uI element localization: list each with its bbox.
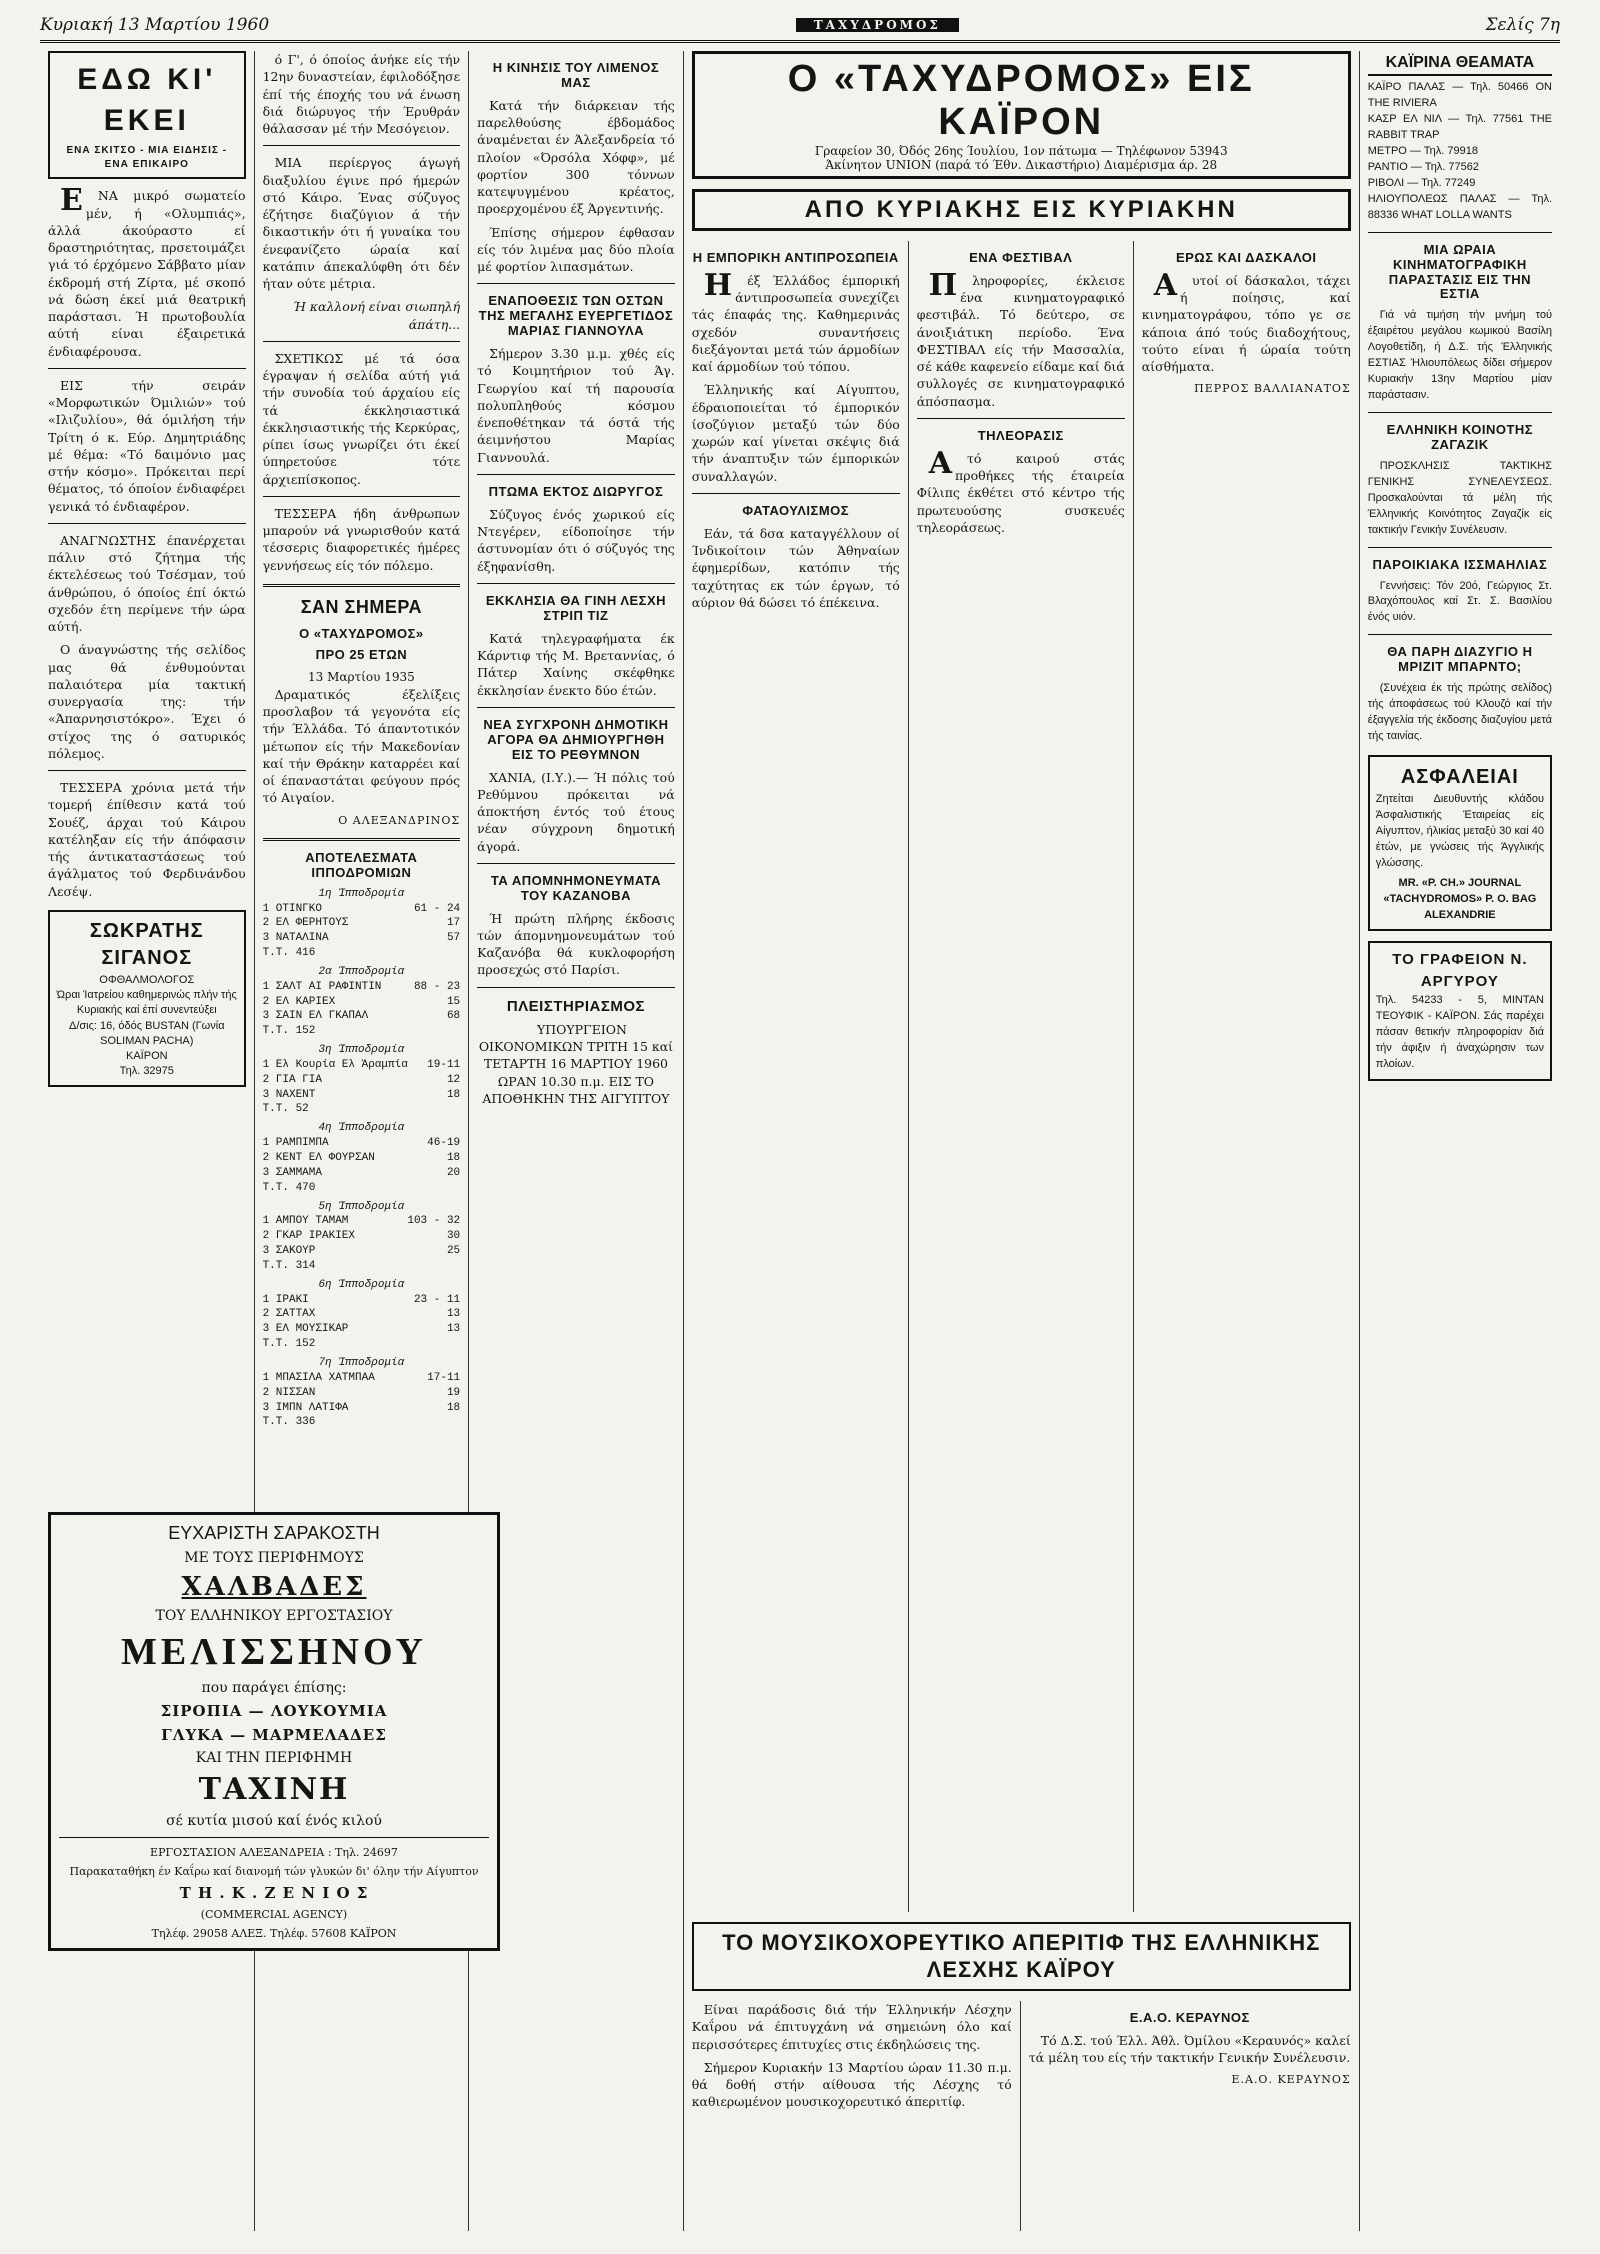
cinema-item: ΡΙΒΟΛΙ — Τηλ. 77249 (1367, 176, 1476, 189)
ad-line: ΜΕ ΤΟΥΣ ΠΕΡΙΦΗΜΟΥΣ (184, 1550, 364, 1566)
ad-brand: ΜΕΛΙΣΣΗΝΟΥ (121, 1631, 427, 1673)
results-title: ΑΠΟΤΕΛΕΣΜΑΤΑ ΙΠΠΟΔΡΟΜΙΩΝ (305, 849, 418, 880)
section-title: ΑΠΟ ΚΥΡΙΑΚΗΣ ΕΙΣ ΚΥΡΙΑΚΗΝ (692, 189, 1351, 231)
ad-line: ΓΛΥΚΑ — ΜΑΡΜΕΛΑΔΕΣ (161, 1726, 387, 1744)
headline: Η ΕΜΠΟΡΙΚΗ ΑΝΤΙΠΡΟΣΩΠΕΙΑ (692, 250, 899, 265)
article-paragraph: Σήμερον 3.30 μ.μ. χθές είς τό Κοιμητήριον τού Άγ. Γεωργίου καί τή παρουσία πολυπληθούς κόσμου ένεποθέτηκαν τά όστά τής άειμνήστου Μαρίας Γιαννουλά. (477, 346, 675, 465)
result-row (263, 1136, 461, 1151)
aperitif-col-1 (684, 2001, 1021, 2231)
headline: Ε.Α.Ο. ΚΕΡΑΥΝΟΣ (1129, 2010, 1250, 2025)
article-paragraph: Ή πρώτη πλήρης έκδοσις τών άπομνημονευμάτων τού Καζανόβα θά κυκλοφορήση προσεχώς στό Παρίσι. (477, 910, 675, 978)
result-row (263, 995, 461, 1010)
race-title: 6η Ίπποδρομία (318, 1278, 405, 1291)
center-block (684, 51, 1360, 2231)
column-7 (1360, 51, 1560, 2231)
article-paragraph: ΑΝΑΓΝΩΣΤΗΣ έπανέρχεται πάλιν στό ζήτημα τής έκτελέσεως τού Τσέσμαν, τού άνθρώπου, ό όποίος έπί όκτώ σχεδόν έτη περίμενε τήν ώρα αύτή. (48, 532, 246, 635)
headline: ΤΗΛΕΟΡΑΣΙΣ (977, 427, 1064, 443)
quote: Ή καλλονή είναι σιωπηλή άπάτη... (292, 299, 461, 332)
headline: ΕΛΛΗΝΙΚΗ ΚΟΙΝΟΤΗΣ ΖΑΓΑΖΙΚ (1386, 422, 1534, 452)
horse-name: 2 ΓΙΑ ΓΙΑ (262, 1073, 322, 1086)
cinema-item: ΚΑΪΡΟ ΠΑΛΑΣ — Τηλ. 50466 ON THE RIVIERA (1367, 81, 1553, 110)
ad-line: ΤΟΥ ΕΛΛΗΝΙΚΟΥ ΕΡΓΟΣΤΑΣΙΟΥ (155, 1608, 393, 1624)
result-row (263, 1151, 461, 1166)
payout: 25 (446, 1245, 461, 1258)
kyriaki-columns (684, 241, 1359, 1912)
san-simera-sub2: ΠΡΟ 25 ΕΤΩΝ (315, 647, 408, 663)
payout: 23 - 11 (413, 1293, 461, 1306)
headline: ΘΑ ΠΑΡΗ ΔΙΑΖΥΓΙΟ Η ΜΡΙΖΙΤ ΜΠΑΡΝΤΟ; (1387, 644, 1533, 675)
result-row (263, 1337, 461, 1352)
horse-name: 3 ΣΑΜΜΑΜΑ (262, 1166, 322, 1179)
horse-name: Τ.Τ. 336 (262, 1416, 316, 1429)
article-paragraph: Κατά τηλεγραφήματα έκ Κάρντιφ τής Μ. Βρεταννίας, ό Πάτερ Χαίνης σκέφθηκε έκκλησίαν ένεκτο δύο έτών. (477, 630, 675, 698)
ad-footer: Παρακαταθήκη έν Καΐρω καί διανομή τών γλυκών δι' όλην τήν Αίγυπτον (69, 1865, 479, 1878)
race-title: 7η Ίπποδρομία (318, 1356, 405, 1369)
payout: 30 (446, 1230, 461, 1243)
ad-city: ΚΑΪΡΟΝ (126, 1049, 168, 1062)
headline: ΦΑΤΑΟΥΛΙΣΜΟΣ (742, 502, 850, 518)
banner-title: Ο «ΤΑΧΥΔΡΟΜΟΣ» ΕΙΣ ΚΑΪΡΟΝ (787, 58, 1255, 143)
article-paragraph: Σύζυγος ένός χωρικού είς Ντεγέρεν, είδοποίησε τήν άστυνομίαν ότι ό σύζυγός της έξηφανίσθη. (477, 506, 675, 574)
horse-name: 1 ΑΜΠΟΥ ΤΑΜΑΜ (262, 1215, 349, 1228)
ad-address: Δ/σις: 16, όδός BUSTAN (Γωνία SOLIMAN PACHA) (68, 1019, 225, 1047)
article-paragraph: ό Γ', ό όποίος άνήκε είς τήν 12ην δυναστείαν, έφιλοδόξησε έπί τής έποχής του νά ένωση διά διώρυγος τήν Έρυθράν θάλασσαν μέ τήν Μεσόγειον. (262, 52, 461, 136)
horse-name: 1 ΣΑΛΤ ΑΙ ΡΑΦΙΝΤΙΝ (262, 980, 382, 993)
result-row (263, 931, 461, 946)
san-simera-sub1: Ο «ΤΑΧΥΔΡΟΜΟΣ» (299, 626, 424, 642)
headline: ΠΛΕΙΣΤΗΡΙΑΣΜΟΣ (506, 997, 646, 1015)
horse-name: 1 ΟΤΙΝΓΚΟ (262, 902, 322, 915)
cinema-item: ΜΕΤΡΟ — Τηλ. 79918 (1367, 144, 1478, 157)
section-title: ΕΔΩ ΚΙ' ΕΚΕΙ (77, 63, 217, 138)
cinema-item: ΡΑΝΤΙΟ — Τηλ. 77562 (1367, 160, 1480, 173)
issue-date: Κυριακή 13 Μαρτίου 1960 (40, 15, 270, 35)
payout: 18 (446, 1152, 461, 1164)
article-paragraph: Ατό καιρού στάς προθήκες τής έταιρεία Φίλιπς έκθέτει στό κέντρο τής πρωτευούσης συσκευές τηλεοράσεως. (916, 445, 1125, 535)
horse-name: 3 ΕΛ ΜΟΥΣΙΚΑΡ (262, 1323, 349, 1336)
article-paragraph: ΧΑΝΙΑ, (Ι.Υ.).— Ή πόλις τού Ρεθύμνου πρόκειται νά άποκτήση έντός τού έτους νέαν σύγχρονη δημοτική άγορά. (477, 769, 675, 854)
ad-footer: Τ Η . Κ . Ζ Ε Ν Ι Ο Σ (179, 1884, 369, 1902)
article-paragraph: Κατά τήν διάρκειαν τής παρελθούσης έβδομάδος άναμένεται έν Άλεξανδρεία τό πλοίον «Όρσόλα Χόφφ», μέ φορτίον 300 τόννων κατεψυγμένου κρέατος, προερχομένου έξ Άργεντινής. (477, 97, 675, 217)
payout: 13 (446, 1323, 461, 1336)
ad-footer: (COMMERCIAL AGENCY) (200, 1908, 348, 1921)
article-paragraph: Εάν, τά δσα καταγγέλλουν οί Ίνδικοίτοιν τών Άθηναίων έφημερίδων, κατόπιν τής ταχύτητας εκ τών έργων, τό αύριον θά δώσει τό έπέκεινα. (691, 525, 900, 610)
article-paragraph: Ηέξ Έλλάδος έμπορική άντιπροσωπεία συνεχίζει τάς έπαφάς της. Καθημερινάς σχεδόν συναντήσεις διεξάγονται μετά τών άρμοδίων καί άρμοδίων τού τόπου. (691, 267, 900, 375)
ad-line: που παράγει έπίσης: (201, 1680, 347, 1696)
article-paragraph: Δραματικός έξελίξεις προσλαβον τά γεγονότα είς τήν Έλλάδα. Τό άπαντοτικόν μέτωπον είς τήν Μακεδονίαν καί τήν Θράκην καταρρέει καί οί έπαναστάται φεύγουν πρός τό Αιγαίον. (262, 686, 461, 806)
banner-line: Άκίνητον UNION (παρά τό Έθν. Δικαστήριο) Διαμέρισμα άρ. 28 (825, 158, 1218, 172)
article-paragraph: Σήμερον Κυριακήν 13 Μαρτίου ώραν 11.30 π.μ. θά δοθή στήν αίθουσα τής Λέσχης τό καθιερωμένον μουσικοχορευτικό άπεριτίφ. (691, 2059, 1012, 2110)
payout: 13 (446, 1308, 461, 1321)
cinema-list (1368, 80, 1552, 223)
payout: 46-19 (427, 1137, 461, 1150)
article-paragraph: (Συνέχεια έκ τής πρώτης σελίδος) τής άποφάσεως τού Κλουζό καί τήν έξαγγελία τής έκδοσης διαζυγίου μετά τής ταινίας. (1367, 682, 1553, 742)
headline: ΠΑΡΟΙΚΙΑΚΑ ΙΣΣΜΑΗΛΙΑΣ (1372, 556, 1548, 572)
result-row (263, 1401, 461, 1416)
result-row (263, 1244, 461, 1259)
ad-line: ΚΑΙ ΤΗΝ ΠΕΡΙΦΗΜΗ (195, 1750, 353, 1766)
page-number: Σελίς 7η (1485, 15, 1560, 35)
headline: ΕΝΑΠΟΘΕΣΙΣ ΤΩΝ ΟΣΤΩΝ ΤΗΣ ΜΕΓΑΛΗΣ ΕΥΕΡΓΕΤΙΔΟΣ ΜΑΡΙΑΣ ΓΙΑΝΝΟΥΛΑ (478, 293, 674, 339)
column-6 (1134, 241, 1359, 1912)
headline: ΠΤΩΜΑ ΕΚΤΟΣ ΔΙΩΡΥΓΟΣ (488, 483, 664, 499)
san-simera-date: 13 Μαρτίου 1935 (307, 670, 415, 685)
result-row (263, 1102, 461, 1117)
headline: ΕΝΑ ΦΕΣΤΙΒΑΛ (969, 250, 1073, 265)
result-row (263, 1166, 461, 1181)
result-row (263, 1214, 461, 1229)
horse-name: Τ.Τ. 314 (262, 1259, 316, 1272)
article-paragraph: Αυτοί οί δάσκαλοι, τάχει ή ποίησις, καί κινηματογράφου, τόπο γε σε κάποια άπό τούς διαδοχήτους, τούτο είναι ή ώραία τούτη αίσθήματα. (1141, 267, 1351, 375)
horse-name: 1 Ελ Κουρία Ελ Άραμπία (262, 1058, 408, 1071)
article-paragraph: ΕΙΣ τήν σειράν «Μορφωτικών Όμιλιών» τού «Ιλιζυλίου», θά όμιλήση τήν Τρίτη ό κ. Εύρ. Δημητριάδης μέ θέμα: «Τό δαιμόνιο μας στήν κόσμο». Πρόκειται περί θέματος, τό όποίον ένδιαφέρει γενικά τό ένδιαφέρον. (48, 377, 246, 514)
ad-text: Ζητείται Διευθυντής κλάδου Άσφαλιστικής Έταιρείας είς Αίγυπτον, ήλικίας μεταξύ 30 καί 40 έτών, με γνώσεις τής Άγγλικής γλώσσης. (1375, 792, 1545, 869)
article-paragraph: ΣΧΕΤΙΚΩΣ μέ τά όσα έγραψαν ή σελίδα αύτή γιά τήν συνοδία τού άρχαίου είς τά έκκλησιαστικά έκκλησιαστικής τής Κερκύρας, ρίπει ίσως γνωρίζει ότι έκεί ύπηρετούσε τότε άρχιεπίσκοπος. (262, 350, 461, 487)
ad-phone: Τηλ. 32975 (119, 1065, 174, 1078)
horse-name: Τ.Τ. 416 (262, 947, 316, 960)
horse-name: 3 ΝΑΤΑΛΙΝΑ (262, 932, 329, 945)
horse-name: 3 ΙΜΠΝ ΛΑΤΙΦΑ (262, 1401, 349, 1414)
result-row (263, 1307, 461, 1322)
column-5 (909, 241, 1134, 1912)
payout: 18 (446, 1088, 461, 1101)
result-row (263, 1088, 461, 1103)
article-paragraph: ΠΡΟΣΚΛΗΣΙΣ ΤΑΚΤΙΚΗΣ ΓΕΝΙΚΗΣ ΣΥΝΕΛΕΥΣΕΩΣ. Προσκαλούνται τά μέλη τής Έλληνικής Κοινότητος Ζαγαζίκ είς τακτικήν Γενικήν Συνέλευσιν. (1367, 459, 1553, 536)
ad-text: Τηλ. 54233 - 5, ΜΙΝΤΑΝ ΤΕΟΥΦΙΚ - ΚΑΪΡΟΝ. Σάς παρέχει πάσαν θετικήν πληροφορίαν διά τήν άφιξιν ή άναχώρησιν των πλοίων. (1375, 993, 1545, 1070)
aperitif-col-2 (1021, 2001, 1359, 2231)
payout: 57 (446, 932, 461, 945)
horse-name: 2 ΣΑΤΤΑΧ (262, 1308, 316, 1321)
horse-name: Τ.Τ. 152 (262, 1025, 316, 1038)
race-title: 5η Ίπποδρομία (318, 1200, 405, 1213)
banner (692, 51, 1351, 179)
result-row (263, 1386, 461, 1401)
horse-name: 2 ΓΚΑΡ ΙΡΑΚΙΕΧ (262, 1230, 355, 1243)
horse-name: 2 ΕΛ ΚΑΡΙΕΧ (262, 995, 336, 1008)
payout: 61 - 24 (413, 902, 461, 915)
ad-role: ΟΦΘΑΛΜΟΛΟΓΟΣ (99, 974, 195, 987)
payout: 15 (446, 995, 461, 1008)
payout: 19-11 (427, 1058, 461, 1071)
san-simera-title: ΣΑΝ ΣΗΜΕΡΑ (300, 596, 422, 617)
aperitif-title: ΤΟ ΜΟΥΣΙΚΟΧΟΡΕΥΤΙΚΟ ΑΠΕΡΙΤΙΦ ΤΗΣ ΕΛΛΗΝΙΚΗΣ ΛΕΣΧΗΣ ΚΑΪΡΟΥ (722, 1930, 1321, 1982)
article-paragraph: Ο άναγνώστης τής σελίδος μας θά ένθυμούνται παλαιότερα μία τακτική συνεργασία της: τήν «Άπαρνησιστόκρο». Έχει ό στίχος της ό σατυρικός πόλεμος. (48, 642, 246, 761)
masthead: ΤΑΧΥΔΡΟΜΟΣ (796, 18, 959, 32)
headline: ΕΡΩΣ ΚΑΙ ΔΑΣΚΑΛΟΙ (1175, 250, 1317, 265)
horse-name: 1 ΡΑΜΠΙΜΠΑ (262, 1137, 329, 1150)
race-results (263, 887, 461, 1431)
result-row (263, 1073, 461, 1088)
payout: 88 - 23 (413, 980, 461, 993)
result-row (263, 1181, 461, 1196)
ad-line: σέ κυτία μισού καί ένός κιλού (166, 1813, 382, 1829)
result-row (263, 902, 461, 917)
ad-hours: Ώραι Ίατρείου καθημερινώς πλήν τής Κυριακής καί έπί συνεντεύξει (56, 989, 237, 1017)
result-row (263, 916, 461, 931)
ad-title: ΑΣΦΑΛΕΙΑΙ (1400, 765, 1519, 788)
aperitif-columns (684, 2001, 1359, 2231)
horse-name: 2 ΚΕΝΤ ΕΛ ΦΟΥΡΣΑΝ (262, 1152, 375, 1164)
horse-name: 1 ΙΡΑΚΙ (262, 1293, 309, 1306)
result-row (263, 1058, 461, 1073)
article-paragraph: Έλληνικής καί Αίγυπτου, έδραιοποιείται τό έμπορικόν ίσοζύγιον μεταξύ τών δύο χωρών καί γίνεται σκέψις διά τήν άναπτυξιν τών έμπορικών συναλλαγών. (691, 382, 900, 484)
race-title: 2α Ίπποδρομία (318, 965, 405, 978)
article-paragraph: Γιά νά τιμήση τήν μνήμη τού έξαιρέτου μεγάλου κωμικού Βασίλη Λογοθετίδη, ή Δ.Σ. τής Έλληνικής ΕΣΤΙΑΣ Ήλιουπόλεως δίδει σήμερον Κυριακήν 13ην Μαρτίου μίαν παράστασιν. (1367, 309, 1553, 402)
article-paragraph: Τό Δ.Σ. τού Έλλ. Άθλ. Όμίλου «Κεραυνός» καλεί τά μέλη του είς τήν τακτικήν Γενικήν Συνέλευσιν. (1028, 2032, 1351, 2066)
race-title: 3η Ίπποδρομία (318, 1044, 405, 1057)
cinema-item: ΗΛΙΟΥΠΟΛΕΩΣ ΠΑΛΑΣ — Τηλ. 88336 WHAT LOLLA WANTS (1367, 192, 1553, 221)
aperitif-box (692, 1922, 1351, 1991)
ad-argyrou (1368, 941, 1552, 1080)
horse-name: 3 ΝΑΧΕΝΤ (262, 1088, 316, 1101)
article-paragraph: Είναι παράδοσις διά τήν Έλληνικήν Λέσχην Καΐρου νά έπιτυγχάνη νά σημειώνη όλο καί περισσότερες έπιτυχίες στις έκδηλώσεις της. (691, 2002, 1012, 2052)
payout: 20 (446, 1166, 461, 1179)
payout: 18 (446, 1401, 461, 1414)
ad-footer: ΕΡΓΟΣΤΑΣΙΟΝ ΑΛΕΞΑΝΔΡΕΙΑ : Τηλ. 24697 (150, 1846, 398, 1859)
result-row (263, 946, 461, 961)
race-title: 4η Ίπποδρομία (318, 1122, 405, 1135)
result-row (263, 1371, 461, 1386)
horse-name: 1 ΜΠΑΣΙΛΑ ΧΑΤΜΠΑΑ (262, 1371, 375, 1384)
section-header (48, 51, 246, 179)
result-row (263, 1293, 461, 1308)
ad-address: MR. «P. CH.» JOURNAL «TACHYDROMOS» P. O. BAG ALEXANDRIE (1383, 876, 1537, 921)
result-row (263, 1229, 461, 1244)
article-paragraph: ΤΕΣΣΕΡΑ χρόνια μετά τήν τομερή έπίθεσιν κατά τού Σουέζ, άρχαι τού Κάιρου κατέληξαν είς τήν άπόφασιν τής άντικαταστάσεως τού άγάλματος τού Φερδινάνδου Λεσέψ. (48, 780, 246, 899)
horse-name: Τ.Τ. 52 (262, 1103, 309, 1116)
horse-name: 2 ΝΙΣΣΑΝ (262, 1386, 316, 1399)
signature: Ο ΑΛΕΞΑΝΔΡΙΝΟΣ (338, 813, 461, 827)
ad-ophthalmologist (48, 910, 246, 1087)
payout: 103 - 32 (407, 1215, 461, 1228)
ad-footer: Τηλέφ. 29058 ΑΛΕΞ. Τηλέφ. 57608 ΚΑΪΡΟΝ (151, 1927, 397, 1940)
top-line (40, 14, 1560, 43)
horse-name: 2 ΕΛ ΦΕΡΗΤΟΥΣ (262, 917, 349, 930)
ad-insurance (1368, 755, 1552, 932)
payout: 17 (446, 917, 461, 930)
signature: ΠΕΡΡΟΣ ΒΑΛΛΙΑΝΑΤΟΣ (1194, 382, 1351, 396)
signature: Ε.Α.Ο. ΚΕΡΑΥΝΟΣ (1231, 2073, 1351, 2087)
article-paragraph: ΜΙΑ περίεργος άγωγή διαξυλίου έγινε πρό ήμερών στό Κάιρο. Ένας σύζυγος έζήτησε διαζύγιον ά τήν δικαστικήν ότι ή γυναίκα του ένεφανίζετο ώραία καί κατάπιν άπεκαλύφθη ότι δέν ήταν ούτε μέτρια. (262, 155, 461, 291)
ad-title: ΤΟ ΓΡΑΦΕΙΟΝ Ν. ΑΡΓΥΡΟΥ (1392, 951, 1528, 991)
headline: ΕΚΚΛΗΣΙΑ ΘΑ ΓΙΝΗ ΛΕΣΧΗ ΣΤΡΙΠ ΤΙΖ (485, 592, 667, 623)
section-subtitle: ΕΝΑ ΣΚΙΤΣΟ - ΜΙΑ ΕΙΔΗΣΙΣ - ΕΝΑ ΕΠΙΚΑΙΡΟ (66, 144, 228, 170)
headline: Η ΚΙΝΗΣΙΣ ΤΟΥ ΛΙΜΕΝΟΣ ΜΑΣ (492, 60, 660, 90)
payout: 68 (446, 1010, 461, 1023)
payout: 19 (446, 1386, 461, 1399)
headline: ΤΑ ΑΠΟΜΝΗΜΟΝΕΥΜΑΤΑ ΤΟΥ ΚΑΖΑΝΟΒΑ (490, 872, 662, 903)
ad-line: ΕΥΧΑΡΙΣΤΗ ΣΑΡΑΚΟΣΤΗ (168, 1523, 380, 1543)
result-row (263, 1322, 461, 1337)
horse-name: 3 ΣΑΚΟΥΡ (262, 1245, 316, 1258)
result-row (263, 1024, 461, 1039)
result-row (263, 1259, 461, 1274)
horse-name: Τ.Τ. 470 (262, 1181, 316, 1194)
result-row (263, 1009, 461, 1024)
cinema-title: ΚΑΪΡΙΝΑ ΘΕΑΜΑΤΑ (1368, 51, 1552, 76)
payout: 17-11 (427, 1371, 461, 1384)
article-paragraph: Έπίσης σήμερον έφθασαν είς τόν λιμένα μας δύο πλοία μέ φορτίον λιπασμάτων. (477, 224, 675, 275)
column-3 (469, 51, 684, 2231)
result-row (263, 980, 461, 995)
ad-line: ΤΑΧΙΝΗ (198, 1772, 350, 1807)
ad-name: ΣΩΚΡΑΤΗΣ ΣΙΓΑΝΟΣ (89, 919, 204, 970)
cinema-item: ΚΑΣΡ ΕΛ ΝΙΛ — Τηλ. 77561 THE RABBIT TRAP (1367, 113, 1553, 141)
ad-halva (48, 1512, 500, 1951)
article-paragraph: ΕΝΑ μικρό σωματείο μέν, ή «Ολυμπιάς», άλλά άκούραστο εί δραστηριότητας, πρσετοιμάζει γιά τό έρχόμενο Σάββατο μίαν έκδρομή στή Ζίρτα, μέ σκοπό νά δώση έκεί μιά θεατρική παράστασι. Ή πρωτοβουλία αύτή είναι έξαιρετικά ένδιαφέρουσα. (48, 183, 246, 359)
article-paragraph: ΥΠΟΥΡΓΕΙΟΝ ΟΙΚΟΝΟΜΙΚΩΝ ΤΡΙΤΗ 15 καί ΤΕΤΑΡΤΗ 16 ΜΑΡΤΙΟΥ 1960 ΩΡΑΝ 10.30 π.μ. ΕΙΣ ΤΟ ΑΠΟΘΗΚΗΝ ΤΗΣ ΑΙΓΥΠΤΟΥ (478, 1021, 674, 1106)
result-row (263, 1415, 461, 1430)
payout: 12 (446, 1073, 461, 1086)
banner-line: Γραφείον 30, Όδός 26ης Ίουλίου, 1ον πάτωμα — Τηλέφωνον 53943 (814, 144, 1228, 158)
article-paragraph: Γεννήσεις: Τόν 20ό, Γεώργιος Στ. Βλαχόπουλος καί Στ. Σ. Βασιλίου ένός υιόν. (1367, 579, 1553, 624)
headline: ΜΙΑ ΩΡΑΙΑ ΚΙΝΗΜΑΤΟΓΡΑΦΙΚΗ ΠΑΡΑΣΤΑΣΙΣ ΕΙΣ ΤΗΝ ΕΣΤΙΑ (1388, 241, 1532, 302)
article-paragraph: Πληροφορίες, έκλεισε ένα κινηματογραφικό φεστιβάλ. Τό δεύτερο, σε άνοιξιάτικη περίοδο. Ένα ΦΕΣΤΙΒΑΛ είς τήν Μασσαλία, σέ κάθε καφενείο είδαμε καί διά συλλογές σε κινηματογραφικό άπόσπασμα. (916, 267, 1125, 409)
race-title: 1η Ίπποδρομία (318, 887, 405, 900)
horse-name: Τ.Τ. 152 (262, 1338, 316, 1351)
article-paragraph: ΤΕΣΣΕΡΑ ήδη άνθρωπων μπαρούν νά γνωρισθούν κατά τέσσερις διαφορετικές ήμέρες γεννήσεως είς τόν πόλεμο. (262, 505, 461, 573)
ad-line: ΧΑΛΒΑΔΕΣ (181, 1572, 367, 1602)
ad-line: ΣΙΡΟΠΙΑ — ΛΟΥΚΟΥΜΙΑ (160, 1702, 388, 1720)
column-4 (684, 241, 909, 1912)
headline: ΝΕΑ ΣΥΓΧΡΟΝΗ ΔΗΜΟΤΙΚΗ ΑΓΟΡΑ ΘΑ ΔΗΜΙΟΥΡΓΗΘΗ ΕΙΣ ΤΟ ΡΕΘΥΜΝΟΝ (483, 716, 669, 762)
horse-name: 3 ΣΑΙΝ ΕΛ ΓΚΑΠΑΛ (262, 1010, 369, 1023)
